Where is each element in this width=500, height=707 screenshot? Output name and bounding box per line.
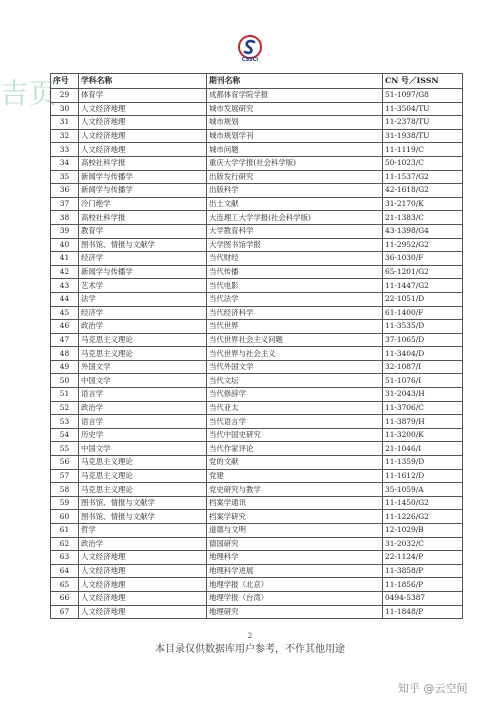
cell-journal: 当代作家评论	[207, 442, 383, 456]
cell-journal: 出土文献	[207, 197, 383, 211]
cell-journal: 城市问题	[207, 143, 383, 157]
cell-discipline: 人文经济地理	[79, 551, 207, 565]
cell-discipline: 教育学	[79, 224, 207, 238]
cell-cn-issn: 51-1076/I	[383, 374, 463, 388]
cell-cn-issn: 65-1201/G2	[383, 265, 463, 279]
cell-discipline: 高校社科学报	[79, 211, 207, 225]
cell-cn-issn: 32-1087/I	[383, 360, 463, 374]
cell-journal: 当代文坛	[207, 374, 383, 388]
cell-serial: 40	[51, 238, 79, 252]
table-row	[51, 374, 463, 388]
table-row	[51, 156, 463, 170]
cell-serial: 59	[51, 496, 79, 510]
cell-cn-issn: 11-1119/C	[383, 143, 463, 157]
header-cn-issn: CN 号／ISSN	[383, 74, 463, 89]
cell-journal: 当代修辞学	[207, 388, 383, 402]
table-row	[51, 224, 463, 238]
table-row	[51, 469, 463, 483]
cell-cn-issn: 11-1447/G2	[383, 279, 463, 293]
cell-discipline: 外国文学	[79, 360, 207, 374]
cell-journal: 当代财经	[207, 252, 383, 266]
cell-discipline: 人文经济地理	[79, 591, 207, 605]
cell-serial: 35	[51, 170, 79, 184]
cell-cn-issn: 31-1938/TU	[383, 129, 463, 143]
cell-cn-issn: 11-3200/K	[383, 428, 463, 442]
cell-discipline: 人文经济地理	[79, 116, 207, 130]
cell-serial: 33	[51, 143, 79, 157]
cell-serial: 49	[51, 360, 79, 374]
cell-cn-issn: 22-1124/P	[383, 551, 463, 565]
cell-journal: 城市发展研究	[207, 102, 383, 116]
table-header-row	[51, 74, 463, 89]
table-row	[51, 211, 463, 225]
cell-discipline: 哲学	[79, 524, 207, 538]
table-row	[51, 564, 463, 578]
table-row	[51, 401, 463, 415]
cell-journal: 地理科学	[207, 551, 383, 565]
cell-serial: 39	[51, 224, 79, 238]
cell-journal: 当代世界与社会主义	[207, 347, 383, 361]
cell-cn-issn: 31-2043/H	[383, 388, 463, 402]
cell-cn-issn: 11-1537/G2	[383, 170, 463, 184]
cell-journal: 城市规划	[207, 116, 383, 130]
cell-journal: 出版科学	[207, 184, 383, 198]
cell-journal: 出版发行研究	[207, 170, 383, 184]
cell-journal: 档案学研究	[207, 510, 383, 524]
table-row	[51, 129, 463, 143]
cell-discipline: 冷门绝学	[79, 197, 207, 211]
cell-serial: 64	[51, 564, 79, 578]
cell-cn-issn: 11-1848/P	[383, 605, 463, 619]
cell-serial: 65	[51, 578, 79, 592]
cell-cn-issn: 43-1398/G4	[383, 224, 463, 238]
cell-serial: 30	[51, 102, 79, 116]
table-row	[51, 116, 463, 130]
cell-serial: 37	[51, 197, 79, 211]
cell-discipline: 中国文学	[79, 442, 207, 456]
cell-serial: 58	[51, 483, 79, 497]
table-row	[51, 102, 463, 116]
cell-cn-issn: 11-3404/D	[383, 347, 463, 361]
table-row	[51, 442, 463, 456]
table-row	[51, 333, 463, 347]
cell-journal: 大连理工大学学报(社会科学版)	[207, 211, 383, 225]
cell-journal: 地理学报（台湾）	[207, 591, 383, 605]
table-row	[51, 252, 463, 266]
table-row	[51, 170, 463, 184]
cell-discipline: 高校社科学报	[79, 156, 207, 170]
cell-discipline: 政治学	[79, 401, 207, 415]
cell-journal: 地理科学进展	[207, 564, 383, 578]
cell-cn-issn: 61-1400/F	[383, 306, 463, 320]
header-discipline: 学科名称	[79, 74, 207, 89]
table-row	[51, 265, 463, 279]
cell-journal: 档案学通讯	[207, 496, 383, 510]
cell-cn-issn: 11-3879/H	[383, 415, 463, 429]
cell-discipline: 政治学	[79, 537, 207, 551]
cell-discipline: 人文经济地理	[79, 129, 207, 143]
cell-serial: 36	[51, 184, 79, 198]
header-serial: 序号	[51, 74, 79, 89]
cell-discipline: 历史学	[79, 428, 207, 442]
cell-serial: 60	[51, 510, 79, 524]
cell-discipline: 法学	[79, 292, 207, 306]
cell-discipline: 语言学	[79, 388, 207, 402]
cell-discipline: 中国文学	[79, 374, 207, 388]
table-row	[51, 483, 463, 497]
cell-journal: 党建	[207, 469, 383, 483]
cell-serial: 56	[51, 456, 79, 470]
table-row	[51, 591, 463, 605]
cell-discipline: 经济学	[79, 252, 207, 266]
cell-journal: 道德与文明	[207, 524, 383, 538]
cell-cn-issn: 11-1450/G2	[383, 496, 463, 510]
cell-serial: 61	[51, 524, 79, 538]
cell-serial: 44	[51, 292, 79, 306]
cell-cn-issn: 11-1359/D	[383, 456, 463, 470]
cell-cn-issn: 51-1097/G8	[383, 89, 463, 103]
cell-discipline: 马克思主义理论	[79, 347, 207, 361]
cell-cn-issn: 11-3706/C	[383, 401, 463, 415]
cell-discipline: 语言学	[79, 415, 207, 429]
cell-discipline: 人文经济地理	[79, 564, 207, 578]
cell-cn-issn: 11-2952/G2	[383, 238, 463, 252]
cell-journal: 当代外国文学	[207, 360, 383, 374]
cell-serial: 66	[51, 591, 79, 605]
cell-discipline: 新闻学与传播学	[79, 170, 207, 184]
cell-serial: 48	[51, 347, 79, 361]
table-row	[51, 238, 463, 252]
footer-note: 本目录仅供数据库用户参考，不作其他用途	[155, 644, 345, 655]
cell-cn-issn: 12-1029/B	[383, 524, 463, 538]
page-number: 2	[247, 632, 253, 640]
cell-cn-issn: 21-1383/C	[383, 211, 463, 225]
cell-discipline: 艺术学	[79, 279, 207, 293]
cell-journal: 当代语言学	[207, 415, 383, 429]
table-row	[51, 320, 463, 334]
table-row	[51, 428, 463, 442]
zhihu-watermark: 知乎 @云空间	[398, 682, 468, 695]
cell-cn-issn: 11-1612/D	[383, 469, 463, 483]
cell-discipline: 图书馆、情报与文献学	[79, 510, 207, 524]
cell-journal: 当代亚太	[207, 401, 383, 415]
cell-discipline: 人文经济地理	[79, 578, 207, 592]
cell-discipline: 新闻学与传播学	[79, 184, 207, 198]
cell-serial: 47	[51, 333, 79, 347]
cell-discipline: 政治学	[79, 320, 207, 334]
table-row	[51, 456, 463, 470]
cell-cn-issn: 31-2032/C	[383, 537, 463, 551]
logo-text: CSSCI	[241, 57, 259, 63]
cell-cn-issn: 0494-5387	[383, 591, 463, 605]
cell-discipline: 人文经济地理	[79, 102, 207, 116]
watermark-left: 吉页	[0, 77, 59, 110]
table-row	[51, 197, 463, 211]
table-row	[51, 578, 463, 592]
table-row	[51, 605, 463, 619]
cell-cn-issn: 50-1023/C	[383, 156, 463, 170]
cell-cn-issn: 11-3504/TU	[383, 102, 463, 116]
cell-discipline: 马克思主义理论	[79, 469, 207, 483]
cell-serial: 67	[51, 605, 79, 619]
cell-serial: 54	[51, 428, 79, 442]
table-row	[51, 510, 463, 524]
cell-discipline: 图书馆、情报与文献学	[79, 238, 207, 252]
cell-journal: 地理学报（北京）	[207, 578, 383, 592]
table-row	[51, 279, 463, 293]
cell-journal: 当代中国史研究	[207, 428, 383, 442]
cell-serial: 38	[51, 211, 79, 225]
table-row	[51, 292, 463, 306]
table-row	[51, 347, 463, 361]
cell-discipline: 人文经济地理	[79, 143, 207, 157]
cell-journal: 德国研究	[207, 537, 383, 551]
cell-journal: 大学教育科学	[207, 224, 383, 238]
cell-serial: 43	[51, 279, 79, 293]
cell-serial: 51	[51, 388, 79, 402]
cell-cn-issn: 11-1856/P	[383, 578, 463, 592]
cell-journal: 重庆大学学报(社会科学版)	[207, 156, 383, 170]
table-row	[51, 388, 463, 402]
cell-serial: 53	[51, 415, 79, 429]
table-row	[51, 496, 463, 510]
cell-serial: 62	[51, 537, 79, 551]
cell-serial: 45	[51, 306, 79, 320]
table-row	[51, 524, 463, 538]
cell-journal: 当代电影	[207, 279, 383, 293]
header-journal: 期刊名称	[207, 74, 383, 89]
table-row	[51, 537, 463, 551]
cell-cn-issn: 42-1618/G2	[383, 184, 463, 198]
cell-journal: 当代经济科学	[207, 306, 383, 320]
table-row	[51, 306, 463, 320]
cell-serial: 31	[51, 116, 79, 130]
cell-serial: 46	[51, 320, 79, 334]
cell-serial: 41	[51, 252, 79, 266]
cell-serial: 29	[51, 89, 79, 103]
cell-discipline: 经济学	[79, 306, 207, 320]
cell-cn-issn: 35-1059/A	[383, 483, 463, 497]
cell-journal: 当代法学	[207, 292, 383, 306]
cell-journal: 当代传播	[207, 265, 383, 279]
cell-cn-issn: 31-2170/K	[383, 197, 463, 211]
cell-discipline: 人文经济地理	[79, 605, 207, 619]
cell-discipline: 新闻学与传播学	[79, 265, 207, 279]
journal-catalog-table	[50, 73, 463, 619]
cell-discipline: 图书馆、情报与文献学	[79, 496, 207, 510]
cell-journal: 党史研究与教学	[207, 483, 383, 497]
cell-cn-issn: 11-3535/D	[383, 320, 463, 334]
cell-discipline: 马克思主义理论	[79, 456, 207, 470]
table-row	[51, 89, 463, 103]
table-row	[51, 415, 463, 429]
cell-serial: 34	[51, 156, 79, 170]
cell-serial: 42	[51, 265, 79, 279]
cell-cn-issn: 37-1065/D	[383, 333, 463, 347]
cell-cn-issn: 11-2378/TU	[383, 116, 463, 130]
table-row	[51, 360, 463, 374]
table-row	[51, 143, 463, 157]
cell-journal: 城市规划学刊	[207, 129, 383, 143]
cell-journal: 当代世界社会主义问题	[207, 333, 383, 347]
cell-cn-issn: 22-1051/D	[383, 292, 463, 306]
table-row	[51, 184, 463, 198]
cell-serial: 50	[51, 374, 79, 388]
cell-cn-issn: 11-1226/G2	[383, 510, 463, 524]
table-body	[51, 89, 463, 619]
cell-cn-issn: 36-1030/F	[383, 252, 463, 266]
cell-serial: 55	[51, 442, 79, 456]
cell-serial: 63	[51, 551, 79, 565]
cell-discipline: 马克思主义理论	[79, 333, 207, 347]
cell-serial: 32	[51, 129, 79, 143]
cell-cn-issn: 21-1046/I	[383, 442, 463, 456]
cell-discipline: 体育学	[79, 89, 207, 103]
table-row	[51, 551, 463, 565]
cell-serial: 57	[51, 469, 79, 483]
cell-journal: 当代世界	[207, 320, 383, 334]
cell-discipline: 马克思主义理论	[79, 483, 207, 497]
cell-journal: 成都体育学院学报	[207, 89, 383, 103]
cell-serial: 52	[51, 401, 79, 415]
cell-journal: 党的文献	[207, 456, 383, 470]
cell-journal: 大学图书馆学报	[207, 238, 383, 252]
cell-journal: 地理研究	[207, 605, 383, 619]
cell-cn-issn: 11-3858/P	[383, 564, 463, 578]
